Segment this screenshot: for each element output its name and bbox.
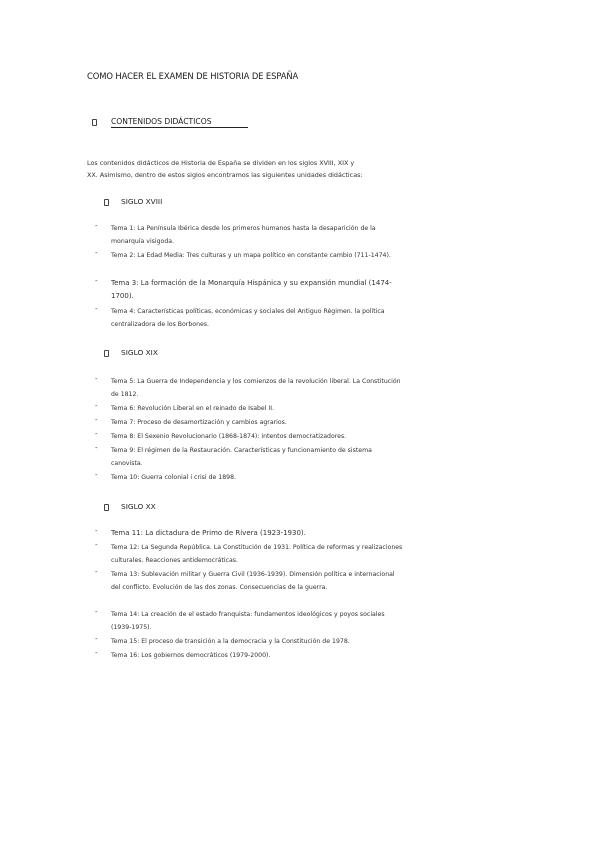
item-text: Tema 15: El proceso de transición a la democracia y la Constitución de 1978. bbox=[111, 638, 350, 645]
bullet-dash: - bbox=[95, 568, 98, 576]
item-text: Tema 7: Proceso de desamortización y cambios agrarios. bbox=[111, 419, 287, 426]
intro-line: XX. Asimismo, dentro de estos siglos encontramos las siguientes unidades didácticas: bbox=[87, 170, 363, 179]
intro-paragraph bbox=[87, 158, 387, 181]
bullet-dash: - bbox=[95, 249, 98, 257]
item-text: Tema 5: La Guerra de Independencia y los comienzos de la revolución liberal. La Constitución de 1812. bbox=[111, 378, 401, 398]
item-text: Tema 6: Revolución Liberal en el reinado de Isabel II. bbox=[111, 405, 275, 412]
item-text: Tema 10: Guerra colonial i crisi de 1898. bbox=[111, 474, 236, 481]
century-heading: SIGLO XX bbox=[121, 502, 156, 511]
intro-line: Los contenidos didácticos de Historia de España se dividen en los siglos XVIII, XIX y bbox=[87, 159, 355, 167]
item-text: Tema 13: Sublevación militar y Guerra Civil (1936-1939). Dimensión política e internacional del conflicto. Evolución de las dos zonas. Consecuencias de la guerra. bbox=[111, 571, 395, 591]
item-text: Tema 14: La creación de el estado franquista: fundamentos ideológicos y poyos sociales (1939-1975). bbox=[111, 611, 385, 631]
checkbox-icon bbox=[92, 119, 97, 126]
section-heading-underline bbox=[111, 127, 248, 128]
item-text: Tema 3: La formación de la Monarquía Hispánica y su expansión mundial (1474-1700). bbox=[111, 279, 392, 300]
item-text: Tema 16: Los gobiernos democráticos (1979-2000). bbox=[111, 652, 271, 659]
checkbox-icon bbox=[104, 350, 109, 357]
section-heading: CONTENIDOS DIDÁCTICOS bbox=[111, 117, 212, 126]
item-text: Tema 9: El régimen de la Restauración. Características y funcionamiento de sistema canovista. bbox=[111, 447, 372, 467]
item-text: Tema 8: El Sexenio Revolucionario (1868-1874): intentos democratizadores. bbox=[111, 433, 347, 440]
bullet-dash: - bbox=[95, 608, 98, 616]
bullet-dash: - bbox=[95, 402, 98, 410]
bullet-dash: - bbox=[95, 430, 98, 438]
century-heading: SIGLO XVIII bbox=[121, 197, 163, 206]
item-text: Tema 2: La Edad Media: Tres culturas y un mapa político en constante cambio (711-1474). bbox=[111, 252, 391, 259]
bullet-dash: - bbox=[95, 375, 98, 383]
bullet-dash: - bbox=[95, 444, 98, 452]
item-text: Tema 12: La Segunda República. La Constitución de 1931. Política de reformas y realizaciones culturales. Reacciones antidemocráticas. bbox=[111, 544, 403, 564]
bullet-dash: - bbox=[95, 527, 98, 535]
item-text: Tema 11: La dictadura de Primo de Rivera (1923-1930). bbox=[111, 529, 306, 537]
bullet-dash: - bbox=[95, 277, 98, 285]
item-text: Tema 1: La Península Ibérica desde los primeros humanos hasta la desaparición de la monarquía visigoda. bbox=[111, 225, 376, 245]
bullet-dash: - bbox=[95, 541, 98, 549]
bullet-dash: - bbox=[95, 649, 98, 657]
document-title: COMO HACER EL EXAMEN DE HISTORIA DE ESPAÑA bbox=[87, 71, 299, 81]
bullet-dash: - bbox=[95, 471, 98, 479]
item-text: Tema 4: Características políticas, económicas y sociales del Antiguo Régimen. la política centralizadora de los Borbones. bbox=[111, 308, 385, 328]
bullet-dash: - bbox=[95, 305, 98, 313]
bullet-dash: - bbox=[95, 222, 98, 230]
checkbox-icon bbox=[104, 199, 109, 206]
century-heading: SIGLO XIX bbox=[121, 348, 158, 357]
checkbox-icon bbox=[104, 504, 109, 511]
bullet-dash: - bbox=[95, 416, 98, 424]
bullet-dash: - bbox=[95, 635, 98, 643]
